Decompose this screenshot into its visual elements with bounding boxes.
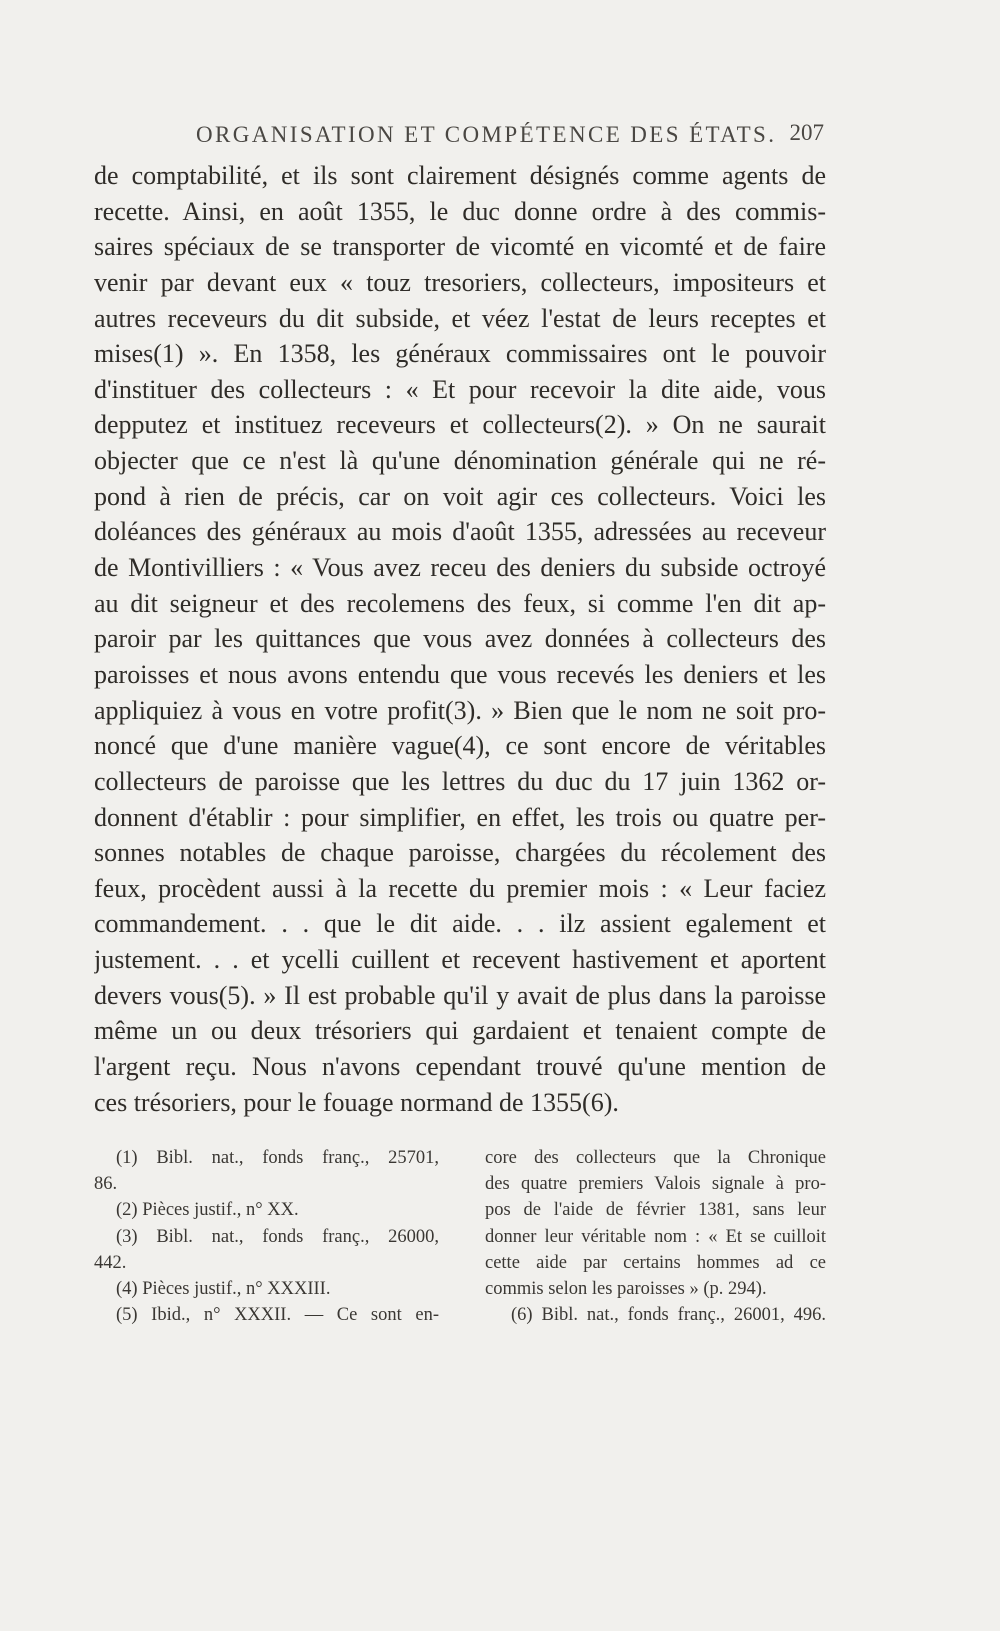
text-line: feux, procèdent aussi à la recette du premier mois : « Leur faciez — [94, 873, 826, 903]
footnote-line: core des collecteurs que la Chronique — [485, 1148, 826, 1168]
text-line: objecter que ce n'est là qu'une dénomination générale qui ne ré- — [94, 446, 826, 476]
text-line: même un ou deux trésoriers qui gardaient et tenaient compte de — [94, 1016, 826, 1046]
text-line: d'instituer des collecteurs : « Et pour recevoir la dite aide, vous — [94, 374, 826, 404]
footnote-line: (2) Pièces justif., n° XX. — [116, 1200, 299, 1221]
footnote-line: (6) Bibl. nat., fonds franç., 26001, 496. — [511, 1305, 826, 1326]
text-line: commandement. . . que le dit aide. . . ilz assient egalement et — [94, 909, 826, 939]
footnotes — [94, 1145, 826, 1375]
text-line: depputez et instituez receveurs et collecteurs(2). » On ne saurait — [94, 410, 826, 440]
footnote-line: (3) Bibl. nat., fonds franç., 26000, — [116, 1226, 439, 1247]
footnote-line: donner leur véritable nom : « Et se cuilloit — [485, 1226, 826, 1247]
text-line: paroisses et nous avons entendu que vous recevés les deniers et les — [94, 659, 826, 689]
text-line: venir par devant eux « touz tresoriers, collecteurs, impositeurs et — [94, 267, 826, 297]
footnote-line: pos de l'aide de février 1381, sans leur — [485, 1200, 826, 1221]
text-line: ces trésoriers, pour le fouage normand de 1355(6). — [94, 1087, 619, 1117]
text-line: appliquiez à vous en votre profit(3). » Bien que le nom ne soit pro- — [94, 695, 826, 725]
text-line: donnent d'établir : pour simplifier, en effet, les trois ou quatre per- — [94, 802, 826, 832]
running-head — [96, 114, 824, 154]
footnote-line: cette aide par certains hommes ad ce — [485, 1252, 826, 1273]
footnote-line: des quatre premiers Valois signale à pro- — [485, 1174, 826, 1195]
text-line: au dit seigneur et des recolemens des feux, si comme l'en dit ap- — [94, 588, 826, 618]
text-line: collecteurs de paroisse que les lettres du duc du 17 juin 1362 or- — [94, 766, 826, 796]
footnotes-left-column — [94, 1145, 439, 1328]
page-number: 207 — [789, 120, 824, 145]
running-title: ORGANISATION ET COMPÉTENCE DES ÉTATS. — [196, 122, 777, 147]
footnotes-right-column — [485, 1145, 826, 1328]
text-line: saires spéciaux de se transporter de vicomté en vicomté et de faire — [94, 232, 826, 262]
text-line: justement. . . et ycelli cuillent et recevent hastivement et aportent — [94, 945, 826, 975]
footnote-line: (5) Ibid., n° XXXII. — Ce sont en- — [116, 1305, 439, 1326]
text-line: mises(1) ». En 1358, les généraux commissaires ont le pouvoir — [94, 339, 826, 369]
text-line: paroir par les quittances que vous avez données à collecteurs des — [94, 624, 826, 654]
main-text — [94, 158, 826, 1120]
text-line: pond à rien de précis, car on voit agir ces collecteurs. Voici les — [94, 481, 826, 511]
text-line: doléances des généraux au mois d'août 1355, adressées au receveur — [94, 517, 826, 547]
footnote-line: (1) Bibl. nat., fonds franç., 25701, — [116, 1148, 439, 1168]
text-line: de comptabilité, et ils sont clairement désignés comme agents de — [94, 161, 826, 190]
text-line: autres receveurs du dit subside, et véez l'estat de leurs receptes et — [94, 303, 826, 333]
text-line: de Montivilliers : « Vous avez receu des deniers du subside octroyé — [94, 553, 826, 583]
footnote-line: 442. — [94, 1252, 127, 1273]
text-line: devers vous(5). » Il est probable qu'il y avait de plus dans la paroisse — [94, 980, 826, 1010]
text-line: l'argent reçu. Nous n'avons cependant trouvé qu'une mention de — [94, 1052, 826, 1082]
footnote-line: commis selon les paroisses » (p. 294). — [485, 1278, 767, 1299]
footnote-line: (4) Pièces justif., n° XXXIII. — [116, 1278, 331, 1299]
text-line: recette. Ainsi, en août 1355, le duc donne ordre à des commis- — [94, 196, 826, 226]
text-line: sonnes notables de chaque paroisse, chargées du récolement des — [94, 838, 826, 868]
text-line: noncé que d'une manière vague(4), ce sont encore de véritables — [94, 731, 826, 761]
footnote-line: 86. — [94, 1174, 118, 1195]
